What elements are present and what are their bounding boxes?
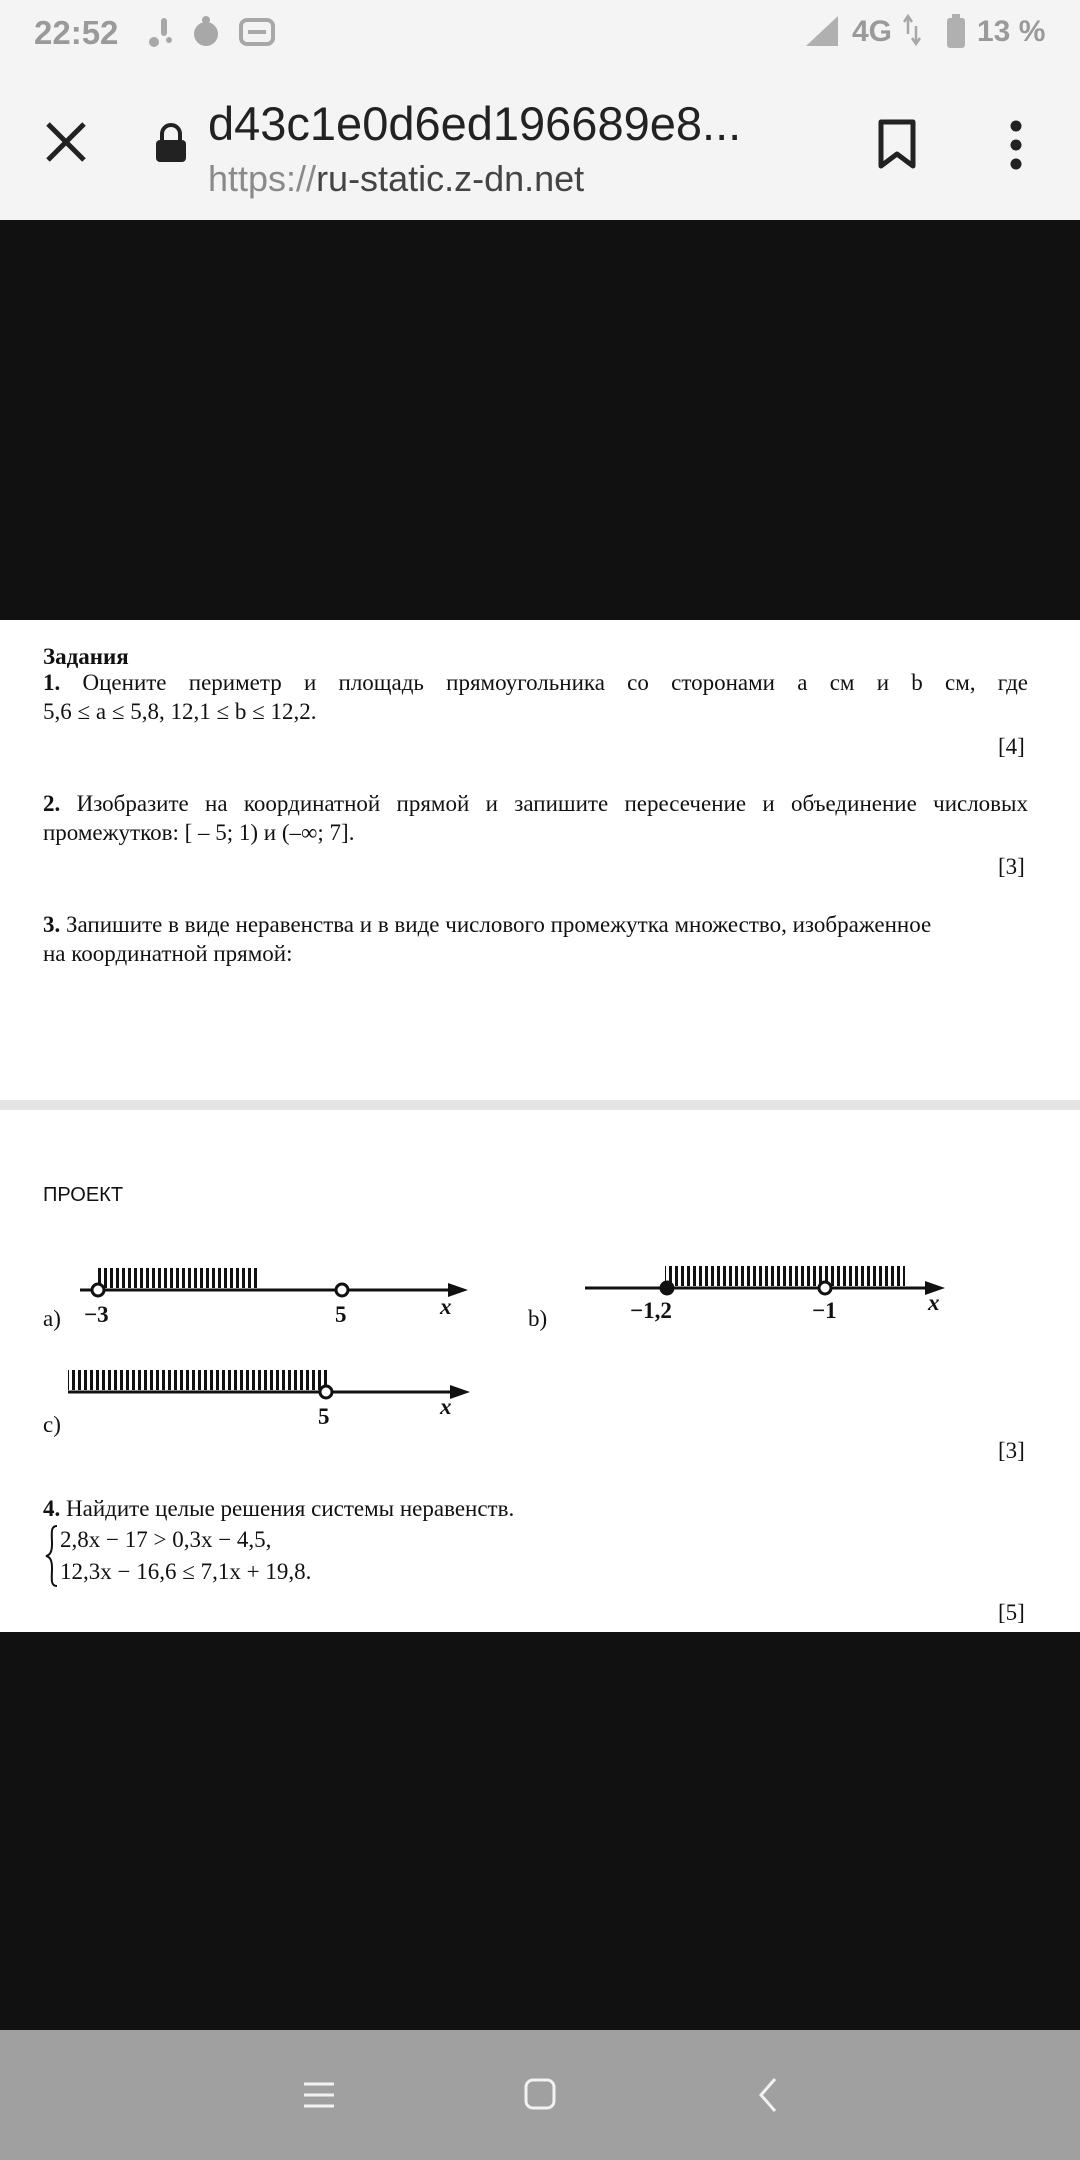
notification-icon: [145, 14, 175, 50]
document-image: [0, 620, 1080, 1632]
browser-toolbar: [0, 66, 1080, 220]
tick-b-left: −1,2: [630, 1298, 672, 1323]
task1-line2: 5,6 ≤ a ≤ 5,8, 12,1 ≤ b ≤ 12,2.: [43, 699, 317, 724]
task4-text: [43, 1494, 514, 1523]
shaded-region-c: [68, 1370, 330, 1390]
system-eq1: 2,8x − 17 > 0,3x − 4,5,: [60, 1527, 272, 1552]
app-notification-icon: [188, 14, 224, 50]
message-icon: [238, 14, 276, 50]
axis-arrow-c: [450, 1385, 470, 1399]
closed-point-b-left: [661, 1282, 673, 1294]
more-options-icon[interactable]: [1006, 118, 1026, 172]
axis-label-a: x: [440, 1294, 452, 1319]
tick-a-right: 5: [335, 1302, 347, 1327]
shaded-region-a: [98, 1268, 260, 1288]
system-brace: [44, 1524, 60, 1588]
url-scheme: https://: [208, 158, 317, 199]
bookmark-icon[interactable]: [876, 118, 918, 172]
task1-number: 1.: [43, 670, 61, 695]
figure-label-a: a): [43, 1306, 61, 1331]
battery-level: 13 %: [977, 15, 1046, 48]
task2-line2: промежутков: [ – 5; 1) и (–∞; 7].: [43, 820, 355, 845]
task3-line2: на координатной прямой:: [43, 941, 293, 966]
back-icon[interactable]: [757, 2076, 779, 2114]
tick-c-right: 5: [318, 1404, 330, 1429]
tick-a-left: −3: [84, 1302, 109, 1327]
open-point-b-right: [819, 1282, 831, 1294]
task3-points: [3]: [998, 1438, 1025, 1463]
open-point-c: [320, 1386, 332, 1398]
close-icon[interactable]: [44, 120, 88, 164]
project-label: ПРОЕКТ: [43, 1184, 124, 1206]
open-point-a-right: [336, 1284, 348, 1296]
network-type: 4G: [852, 15, 893, 48]
task3-text: [43, 910, 1028, 939]
battery-icon: [944, 14, 968, 50]
recent-apps-icon[interactable]: [302, 2080, 336, 2110]
status-bar: [0, 0, 1080, 66]
page-divider: [0, 1100, 1080, 1110]
task2-number: 2.: [43, 791, 61, 816]
task3-line1: Запишите в виде неравенства и в виде числового промежутка множество, изображенное: [66, 912, 932, 937]
signal-icon: [804, 14, 842, 48]
page-title[interactable]: d43c1e0d6ed196689e8...: [208, 97, 742, 150]
figure-label-c: c): [43, 1412, 61, 1437]
tasks-heading: Задания: [43, 644, 129, 669]
task1-points: [4]: [998, 734, 1025, 759]
data-arrows-icon: [903, 14, 921, 46]
number-line-a: [80, 1260, 470, 1350]
task2-line1: Изобразите на координатной прямой и запишите пересечение и объединение числовых: [76, 791, 1028, 816]
figure-label-b: b): [528, 1306, 548, 1331]
task1-line1: Оцените периметр и площадь прямоугольника со сторонами a см и b см, где: [82, 670, 1028, 695]
task4-points: [5]: [998, 1600, 1025, 1625]
task2-points: [3]: [998, 854, 1025, 879]
url-host: ru-static.z-dn.net: [316, 158, 585, 199]
system-eq2: 12,3x − 16,6 ≤ 7,1x + 19,8.: [60, 1559, 312, 1584]
axis-label-c: x: [440, 1394, 452, 1419]
number-line-c: [60, 1362, 470, 1432]
status-time: 22:52: [34, 14, 119, 51]
navigation-bar: [0, 2030, 1080, 2160]
task2-text: [43, 789, 1028, 818]
task4-number: 4.: [43, 1496, 61, 1521]
open-point-a-left: [92, 1284, 104, 1296]
task4-line1: Найдите целые решения системы неравенств.: [66, 1496, 515, 1521]
shaded-region-b: [665, 1266, 905, 1286]
lock-icon: [154, 122, 188, 164]
task1-text: [43, 668, 1028, 697]
task3-number: 3.: [43, 912, 61, 937]
tick-b-right: −1: [812, 1298, 837, 1323]
page-url[interactable]: [208, 158, 584, 200]
axis-label-b: x: [928, 1290, 940, 1315]
home-icon[interactable]: [523, 2077, 557, 2111]
